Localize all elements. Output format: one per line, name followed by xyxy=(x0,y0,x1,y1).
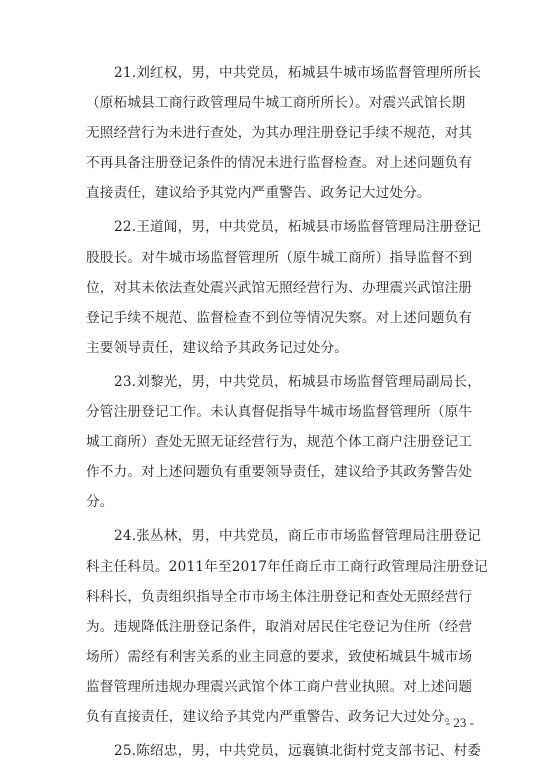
paragraph-line: （原柘城县工商行政管理局牛城工商所所长）。对震兴武馆长期 xyxy=(86,95,466,112)
paragraph-line: 22.王道闻，男，中共党员，柘城县市场监督管理局注册登记 xyxy=(114,219,482,236)
paragraph-line: 股股长。对牛城市场监督管理所（原牛城工商所）指导监督不到 xyxy=(86,249,473,266)
paragraph-22 xyxy=(86,212,482,362)
paragraph-line: 监督管理所违规办理震兴武馆个体工商户营业执照。对上述问题 xyxy=(86,678,473,695)
paragraph-line: 科科长，负责组织指导全市市场主体注册登记和查处无照经营行 xyxy=(86,588,473,605)
paragraph-23 xyxy=(86,367,482,517)
paragraph-line: 分。 xyxy=(86,494,114,511)
paragraph-line: 负有直接责任，建议给予其党内严重警告、政务记大过处分。 xyxy=(86,708,459,725)
paragraph-24 xyxy=(86,521,488,732)
document-body xyxy=(86,58,488,766)
paragraph-line: 作不力。对上述问题负有重要领导责任，建议给予其政务警告处 xyxy=(86,464,473,481)
paragraph-line: 城工商所）查处无照无证经营行为，规范个体工商户注册登记工 xyxy=(86,434,473,451)
paragraph-line: 21.刘红权，男，中共党员，柘城县牛城市场监督管理所所长 xyxy=(114,65,482,81)
paragraph-line: 主要领导责任，建议给予其政务记过处分。 xyxy=(86,339,349,356)
paragraph-line: 24.张丛林，男，中共党员，商丘市市场监督管理局注册登记 xyxy=(114,528,482,545)
paragraph-line: 场所）需经有利害关系的业主同意的要求，致使柘城县牛城市场 xyxy=(86,648,473,665)
paragraph-line: 为。违规降低注册登记条件，取消对居民住宅登记为住所（经营 xyxy=(86,618,473,635)
page-number: - 23 - xyxy=(445,715,474,730)
paragraph-line: 无照经营行为未进行查处，为其办理注册登记手续不规范，对其 xyxy=(86,125,473,142)
paragraph-line: 登记手续不规范、监督检查不到位等情况失察。对上述问题负有 xyxy=(86,309,473,326)
paragraph-25 xyxy=(86,736,482,766)
paragraph-line: 23.刘黎光，男，中共党员，柘城县市场监督管理局副局长， xyxy=(114,373,482,390)
paragraph-line: 不再具备注册登记条件的情况未进行监督检查。对上述问题负有 xyxy=(86,155,473,172)
paragraph-line: 位，对其未依法查处震兴武馆无照经营行为、办理震兴武馆注册 xyxy=(86,279,473,296)
paragraph-line: 科主任科员。2011年至2017年任商丘市工商行政管理局注册登记 xyxy=(86,558,488,575)
paragraph-line: 分管注册登记工作。未认真督促指导牛城市场监督管理所（原牛 xyxy=(86,404,473,421)
paragraph-line: 25.陈绍忠，男，中共党员，远襄镇北街村党支部书记、村委 xyxy=(114,743,482,760)
paragraph-line: 直接责任，建议给予其党内严重警告、政务记大过处分。 xyxy=(86,185,431,202)
paragraph-21 xyxy=(86,58,482,208)
